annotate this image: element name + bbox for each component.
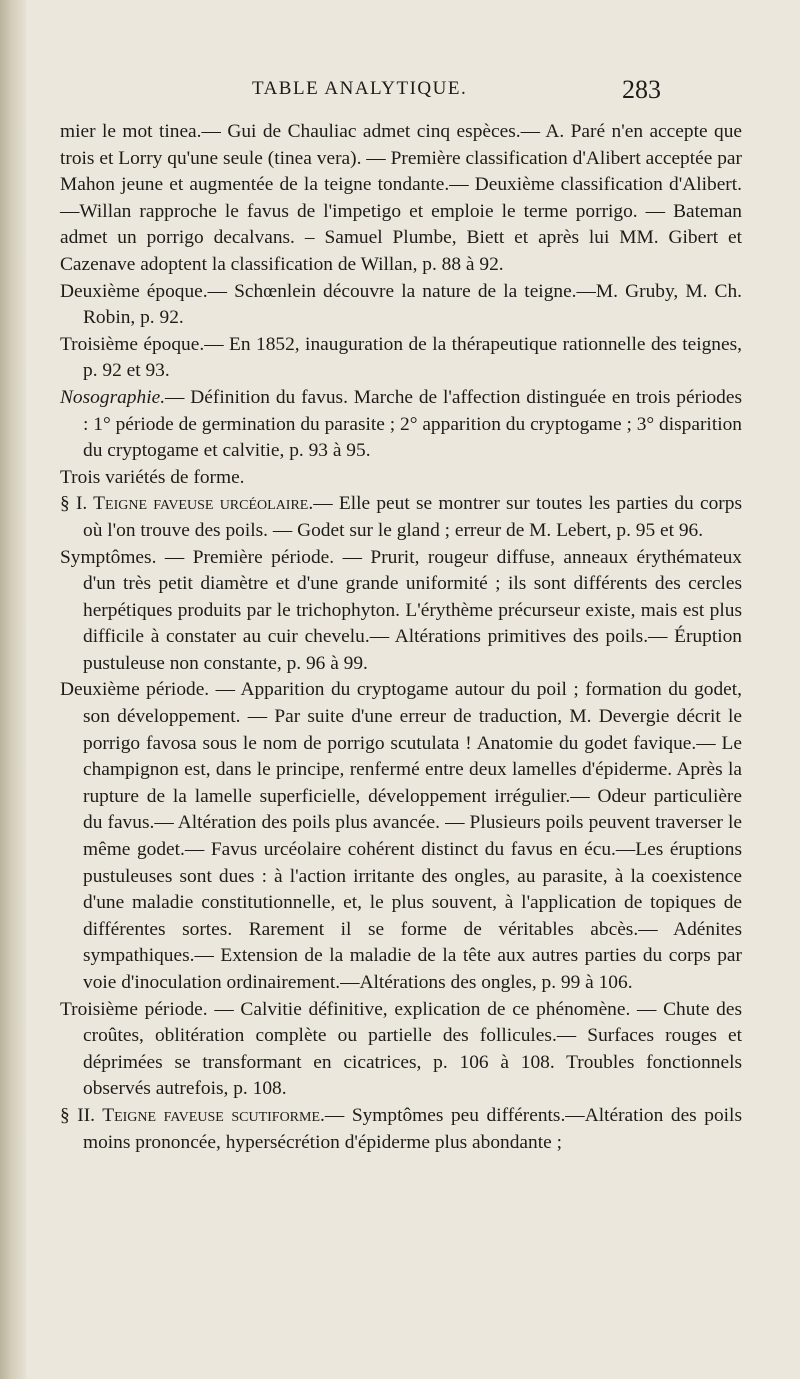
paragraph-troisieme-epoque [60,332,742,385]
paragraph-premiere-periode [60,545,742,678]
paragraph-text: mier le mot tinea.— Gui de Chauliac admet cinq espèces.— A. Paré n'en accepte que trois et Lorry qu'une seule (tinea vera). — Première classification d'Alibert acceptée par Mahon jeune et augmentée de la teigne tondante.— Deuxième classification d'Alibert.—Willan rapproche le favus de l'impetigo et emploie le terme porrigo. — Bateman admet un porrigo decalvans. – Samuel Plumbe, Biett et après lui MM. Gibert et Cazenave adoptent la classification de Willan, p. 88 à 92. [60,121,742,275]
paragraph-trois-varietes [60,465,742,492]
page-number: 283 [622,75,661,104]
paragraph-teigne-scutiforme [60,1103,742,1156]
paragraph-deuxieme-epoque [60,279,742,332]
section-heading: § I. Teigne faveuse urcéolaire. [60,493,314,515]
paragraph-nosographie [60,385,742,465]
paragraph-text: — Définition du favus. Marche de l'affection distinguée en trois périodes : 1° période de germination du parasite ; 2° apparition du cryptogame ; 3° disparition du cryptogame et calvitie, p. 93 à 95. [83,386,742,462]
paragraph-text: Symptômes. — Première période. — Prurit, rougeur diffuse, anneaux érythémateux d'un très petit diamètre et d'une grande uniformité ; ils sont différents des cercles herpétiques produits par le trichophyton. L'érythème précurseur existe, mais est plus difficile à constater au cuir chevelu.— Altérations primitives des poils.— Éruption pustuleuse non constante, p. 96 à 99. [60,546,742,674]
paragraph-text: — Elle peut se montrer sur toutes les parties du corps où l'on trouve des poils. — Godet sur le gland ; erreur de M. Lebert, p. 95 et 96. [83,493,742,541]
paragraph-teigne-urceolaire [60,491,742,544]
paragraph-text: Troisième période. — Calvitie définitive, explication de ce phénomène. — Chute des croûtes, oblitération complète ou partielle des follicules.— Surfaces rouges et déprimées se transformant en cicatrices, p. 106 à 108. Troubles fonctionnels observés autrefois, p. 108. [60,998,742,1100]
paragraph-deuxieme-periode [60,677,742,996]
paragraph-text: Deuxième période. — Apparition du cryptogame autour du poil ; formation du godet, son développement. — Par suite d'une erreur de traduction, M. Devergie décrit le porrigo favosa sous le nom de porrigo scutulata ! Anatomie du godet favique.— Le champignon est, dans le principe, renfermé entre deux lamelles d'épiderme. Après la rupture de la lamelle superficielle, développement irrégulier.— Odeur particulière du favus.— Altération des poils plus avancée. — Plusieurs poils peuvent traverser le même godet.— Favus urcéolaire cohérent distinct du favus en écu.—Les éruptions pustuleuses sont dues : à l'action irritante des ongles, au parasite, à la coexistence d'une maladie constitutionnelle, et, le plus souvent, à l'application de topiques de différentes sortes. Rarement il se forme de véritables abcès.— Adénites sympathiques.— Extension de la maladie de la tête aux autres parties du corps par voie d'inoculation ordinairement.—Altérations des ongles, p. 99 à 106. [60,679,742,993]
paragraph-text: Trois variétés de forme. [60,466,245,488]
paragraph-classifications [60,119,742,279]
book-spine-shadow [0,0,26,1379]
paragraph-text: Deuxième époque.— Schœnlein découvre la nature de la teigne.—M. Gruby, M. Ch. Robin, p. 92. [60,280,742,329]
running-title: TABLE ANALYTIQUE. [252,78,468,99]
section-heading: § II. Teigne faveuse scutiforme. [60,1104,325,1126]
page-body [60,119,742,1156]
paragraph-text: — Symptômes peu différents.—Altération des poils moins prononcée, hypersécrétion d'épiderme plus abondante ; [83,1104,742,1153]
paragraph-troisieme-periode [60,997,742,1103]
paragraph-text: Troisième époque.— En 1852, inauguration de la thérapeutique rationnelle des teignes, p. 92 et 93. [60,333,742,382]
page-header [0,75,800,118]
section-lead: Nosographie. [60,386,166,408]
